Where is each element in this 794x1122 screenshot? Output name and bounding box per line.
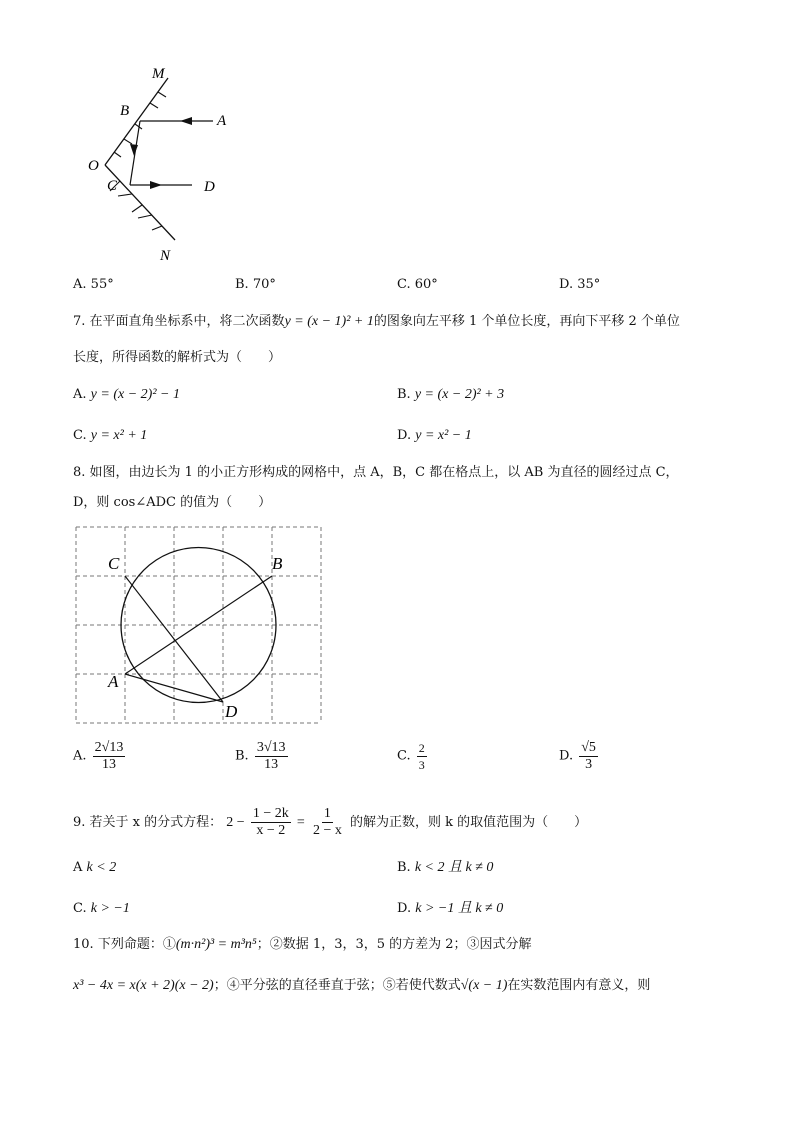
q7-option-b: B. y = (x − 2)² + 3 xyxy=(397,387,505,402)
q8-grid-circle-figure xyxy=(70,520,330,730)
q6-option-a-value: 55° xyxy=(90,277,114,292)
q6-option-c-value: 60° xyxy=(414,277,438,292)
q7-stem-line2: 长度，所得函数的解析式为（ ） xyxy=(73,350,282,365)
q10-stem-line1: 10. 下列命题：①(m·n²)³ = m³n⁵；②数据 1，3，3，5 的方差为 2；③因式分解 xyxy=(73,937,532,952)
q9-option-d-expr: k > −1 且 k ≠ 0 xyxy=(415,901,504,916)
mirror-on-hatches xyxy=(110,181,162,230)
q9-option-b: B. k < 2 且 k ≠ 0 xyxy=(397,860,494,875)
q7-option-c-expr: y = x² + 1 xyxy=(90,428,148,443)
q6-option-b-value: 70° xyxy=(252,277,276,292)
q9-fraction-left: $\frac{1 - 2k}{x - 2}$ xyxy=(252,806,289,838)
q8-option-b-fraction: $\frac{3√13}{13}$ xyxy=(256,740,286,772)
label-o: O xyxy=(88,158,99,174)
q9-option-c: C. k > −1 xyxy=(73,901,130,916)
q8-label-a: A xyxy=(108,672,119,691)
q9-option-a-expr: k < 2 xyxy=(86,860,117,875)
arrow-ab-icon xyxy=(180,117,192,125)
arrow-cd-icon xyxy=(150,181,162,189)
q8-label-b: B xyxy=(272,554,283,573)
q9-option-a: A k < 2 xyxy=(73,860,117,875)
q6-option-b: B. 70° xyxy=(235,277,276,292)
q10-expr-3: √(x − 1) xyxy=(460,978,508,993)
q7-option-b-expr: y = (x − 2)² + 3 xyxy=(414,387,505,402)
q8-option-c: C. $\frac{2}{3}$ xyxy=(397,741,425,772)
q7-function: y = (x − 1)² + 1 xyxy=(284,314,374,329)
label-b: B xyxy=(120,103,130,119)
q7-option-c: C. y = x² + 1 xyxy=(73,428,148,443)
q8-option-a-fraction: $\frac{2√13}{13}$ xyxy=(94,740,124,772)
q8-option-d: D. $\frac{√5}{3}$ xyxy=(559,740,596,772)
q8-stem-line1: 8. 如图，由边长为 1 的小正方形构成的网格中，点 A，B，C 都在格点上，以 AB 为直径的圆经过点 C， xyxy=(73,465,679,480)
q8-option-c-fraction: $\frac{2}{3}$ xyxy=(418,741,425,772)
q8-label-c: C xyxy=(108,554,120,573)
mirror-on-line xyxy=(105,165,175,240)
q9-stem: 9. 若关于 x 的分式方程： 2 − $\frac{1 - 2k}{x - 2}$ = $\frac{1}{2 - x}$ 的解为正数，则 k 的取值范围为（ ） xyxy=(73,806,588,838)
q8-option-d-fraction: $\frac{√5}{3}$ xyxy=(581,740,596,772)
q10-stem-line2: x³ − 4x = x(x + 2)(x − 2)；④平分弦的直径垂直于弦；⑤若使代数式√(x − 1)在实数范围内有意义，则 xyxy=(73,978,651,993)
label-d: D xyxy=(204,179,215,195)
q6-option-c: C. 60° xyxy=(397,277,438,292)
q7-option-d: D. y = x² − 1 xyxy=(397,428,472,443)
q7-stem-line1: 7. 在平面直角坐标系中，将二次函数y = (x − 1)² + 1的图象向左平移 1 个单位长度，再向下平移 2 个单位 xyxy=(73,314,680,329)
q6-option-d: D. 35° xyxy=(559,277,601,292)
q8-label-d: D xyxy=(225,702,238,721)
q7-option-d-expr: y = x² − 1 xyxy=(415,428,472,443)
q6-option-d-value: 35° xyxy=(577,277,601,292)
q7-option-a-expr: y = (x − 2)² − 1 xyxy=(90,387,180,402)
q10-expr-2: x³ − 4x = x(x + 2)(x − 2) xyxy=(73,978,214,993)
label-c: C xyxy=(107,178,118,194)
q8-option-b: B. $\frac{3√13}{13}$ xyxy=(235,740,286,772)
q6-option-a: A. 55° xyxy=(73,277,114,292)
q9-option-b-expr: k < 2 且 k ≠ 0 xyxy=(414,860,494,875)
label-m: M xyxy=(152,66,165,82)
label-n: N xyxy=(160,248,171,264)
arrow-bc-icon xyxy=(130,144,138,156)
mirror-reflection-figure xyxy=(80,60,250,270)
q8-option-a: A. $\frac{2√13}{13}$ xyxy=(73,740,124,772)
q9-option-c-expr: k > −1 xyxy=(90,901,130,916)
q8-stem-line2: D，则 cos∠ADC 的值为（ ） xyxy=(73,495,272,510)
q9-fraction-right: $\frac{1}{2 - x}$ xyxy=(312,806,342,838)
q7-option-a: A. y = (x − 2)² − 1 xyxy=(73,387,180,402)
q9-option-d: D. k > −1 且 k ≠ 0 xyxy=(397,901,504,916)
label-a: A xyxy=(217,113,227,129)
q10-expr-1: (m·n²)³ = m³n⁵ xyxy=(175,937,257,952)
